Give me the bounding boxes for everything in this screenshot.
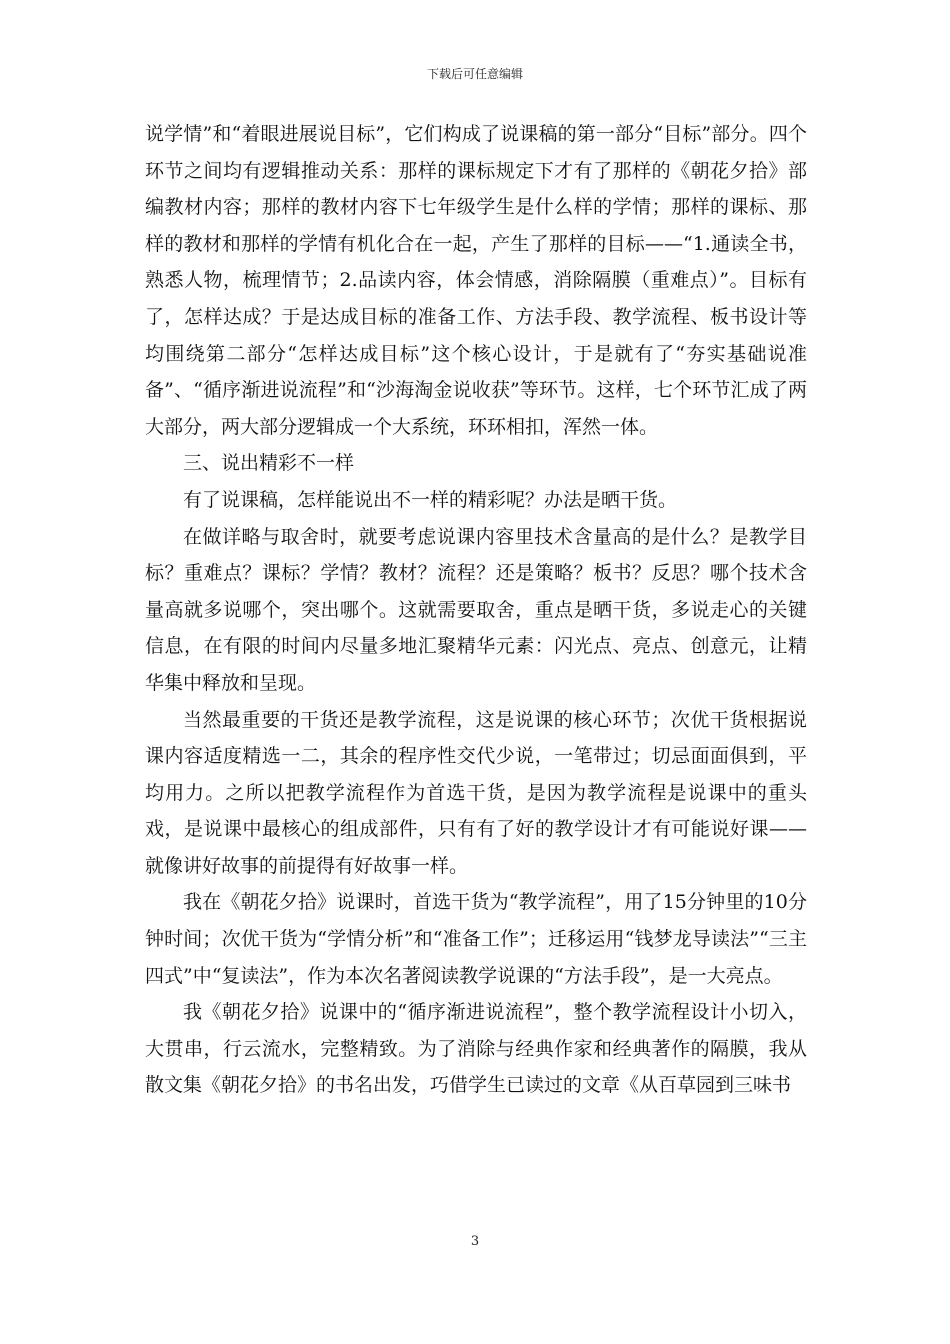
paragraph: 我《朝花夕拾》说课中的“循序渐进说流程”，整个教学流程设计小切入，大贯串，行云流水，完整精致。为了消除与经典作家和经典著作的隔膜，我从散文集《朝花夕拾》的书名出发，巧借学生已读过的文章《从百草园到三味书 [145,1001,807,1097]
page-header: 下载后可任意编辑 [426,67,523,81]
paragraph: 当然最重要的干货还是教学流程，这是说课的核心环节；次优干货根据说课内容适度精选一二，其余的程序性交代少说，一笔带过；切忌面面俱到，平均用力。之所以把教学流程作为首选干货，是因为教学流程是说课中的重头戏，是说课中最核心的组成部件，只有有了好的教学设计才有可能说好课——就像讲好故事的前提得有好故事一样。 [145,708,807,877]
paragraph-continuation: 说学情”和“着眼进展说目标”，它们构成了说课稿的第一部分“目标”部分。四个环节之间均有逻辑推动关系：那样的课标规定下才有了那样的《朝花夕拾》部编教材内容；那样的教材内容下七年级学生是什么样的学情；那样的课标、那样的教材和那样的学情有机化合在一起，产生了那样的目标——“1.通读全书，熟悉人物，梳理情节；2.品读内容，体会情感，消除隔膜（重难点）”。目标有了，怎样达成？于是达成目标的准备工作、方法手段、教学流程、板书设计等均围绕第二部分“怎样达成目标”这个核心设计，于是就有了“夯实基础说准备”、“循序渐进说流程”和“沙海淘金说收获”等环节。这样，七个环节汇成了两大部分，两大部分逻辑成一个大系统，环环相扣，浑然一体。 [145,123,807,438]
paragraph: 我在《朝花夕拾》说课时，首选干货为“教学流程”，用了15分钟里的10分钟时间；次优干货为“学情分析”和“准备工作”；迁移运用“钱梦龙导读法”“三主四式”中“复读法”，作为本次名著阅读教学说课的“方法手段”，是一大亮点。 [145,891,807,987]
paragraph: 在做详略与取舍时，就要考虑说课内容里技术含量高的是什么？是教学目标？重难点？课标？学情？教材？流程？还是策略？板书？反思？哪个技术含量高就多说哪个，突出哪个。这就需要取舍，重点是晒干货，多说走心的关键信息，在有限的时间内尽量多地汇聚精华元素：闪光点、亮点、创意元，让精华集中释放和呈现。 [145,525,807,694]
page-number: 3 [470,1234,480,1249]
section-heading: 三、说出精彩不一样 [183,452,355,475]
document-body [145,116,807,1104]
paragraph: 有了说课稿，怎样能说出不一样的精彩呢？办法是晒干货。 [183,488,678,511]
